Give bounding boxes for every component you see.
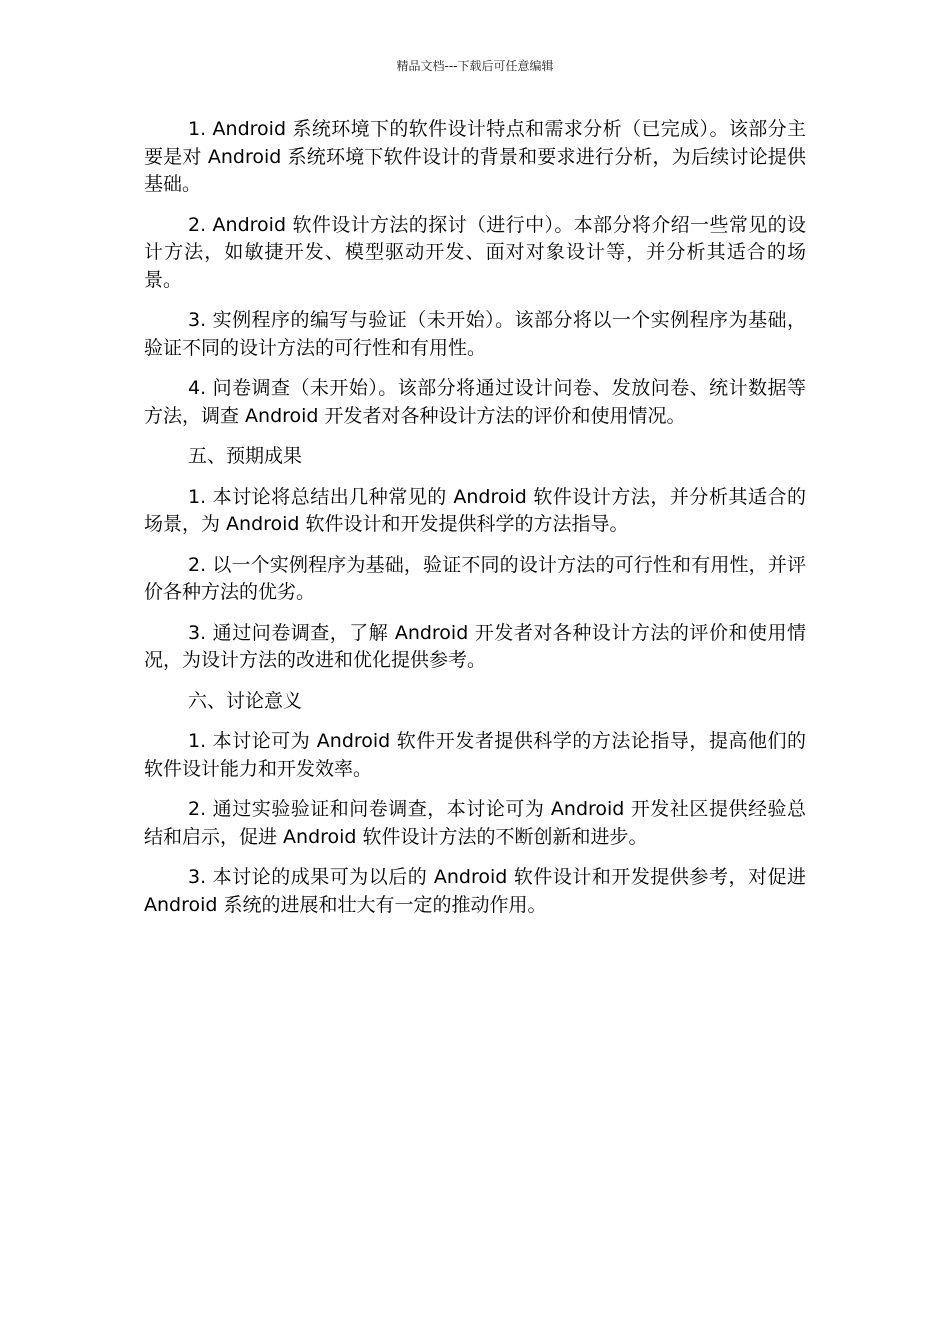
paragraph-result-2: 2. 以一个实例程序为基础，验证不同的设计方法的可行性和有用性，并评价各种方法的优劣。 xyxy=(144,553,806,603)
section-heading-expected-results: 五、预期成果 xyxy=(188,445,303,467)
paragraph-progress-1: 1. Android 系统环境下的软件设计特点和需求分析（已完成）。该部分主要是对 Android 系统环境下软件设计的背景和要求进行分析，为后续讨论提供基础。 xyxy=(144,118,806,195)
paragraph-progress-4: 4. 问卷调查（未开始）。该部分将通过设计问卷、发放问卷、统计数据等方法，调查 Android 开发者对各种设计方法的评价和使用情况。 xyxy=(144,377,806,427)
paragraph-progress-2: 2. Android 软件设计方法的探讨（进行中）。本部分将介绍一些常见的设计方法，如敏捷开发、模型驱动开发、面对对象设计等，并分析其适合的场景。 xyxy=(144,213,806,291)
section-heading-significance: 六、讨论意义 xyxy=(188,689,303,712)
paragraph-result-3: 3. 通过问卷调查，了解 Android 开发者对各种设计方法的评价和使用情况，为设计方法的改进和优化提供参考。 xyxy=(144,621,806,671)
paragraph-significance-3: 3. 本讨论的成果可为以后的 Android 软件设计和开发提供参考，对促进 Android 系统的进展和壮大有一定的推动作用。 xyxy=(144,866,806,916)
page-header: 精品文档---下载后可任意编辑 xyxy=(396,59,554,73)
paragraph-significance-2: 2. 通过实验验证和问卷调查，本讨论可为 Android 开发社区提供经验总结和启示，促进 Android 软件设计方法的不断创新和进步。 xyxy=(144,798,806,848)
paragraph-significance-1: 1. 本讨论可为 Android 软件开发者提供科学的方法论指导，提高他们的软件设计能力和开发效率。 xyxy=(144,730,806,780)
paragraph-progress-3: 3. 实例程序的编写与验证（未开始）。该部分将以一个实例程序为基础，验证不同的设计方法的可行性和有用性。 xyxy=(144,309,806,359)
document-body xyxy=(144,116,806,932)
paragraph-result-1: 1. 本讨论将总结出几种常见的 Android 软件设计方法，并分析其适合的场景，为 Android 软件设计和开发提供科学的方法指导。 xyxy=(144,485,806,535)
